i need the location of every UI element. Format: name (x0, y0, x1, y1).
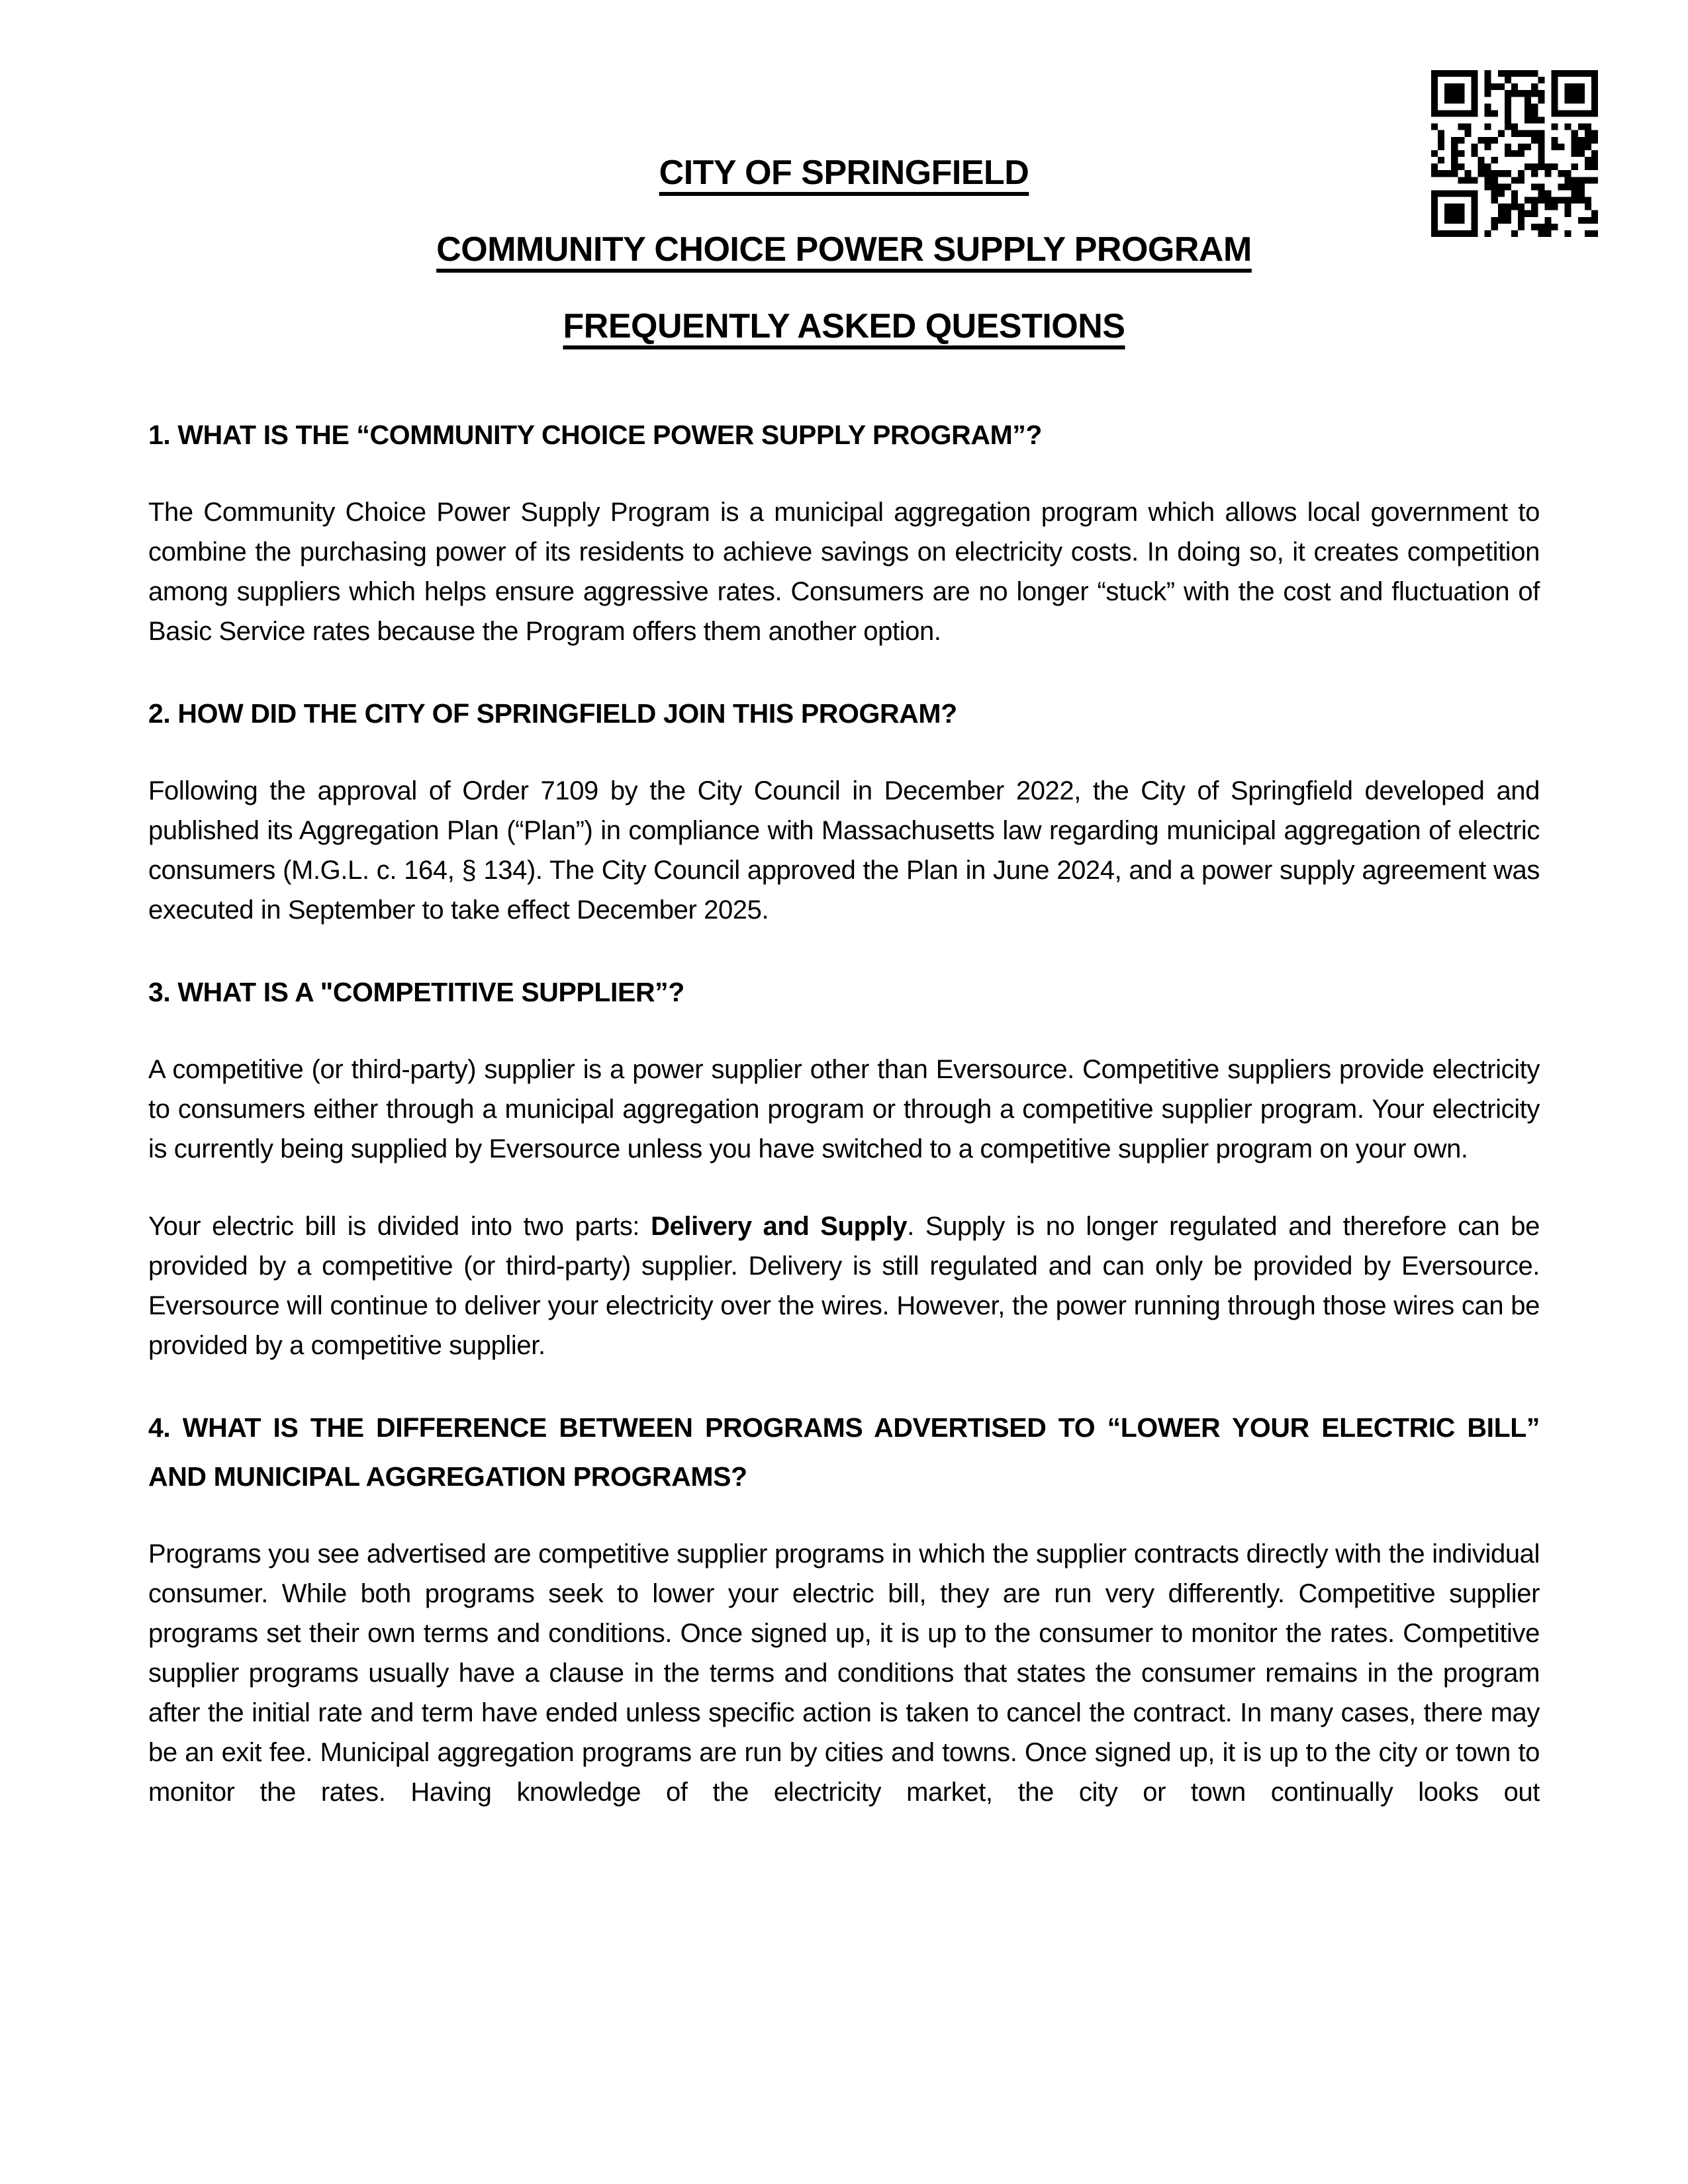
answer-paragraph: The Community Choice Power Supply Program is a municipal aggregation program which allows local government to combine the purchasing power of its residents to achieve savings on electricity costs. In doing so, it creates competition among suppliers which helps ensure aggressive rates. Consumers are no longer “stuck” with the cost and fluctuation of Basic Service rates because the Program offers them another option. (148, 498, 1540, 646)
question-heading: 3. WHAT IS A "COMPETITIVE SUPPLIER”? (148, 977, 684, 1007)
paragraph-bold-text: Delivery and Supply (651, 1212, 908, 1241)
qr-code (1431, 70, 1598, 237)
question-heading: 1. WHAT IS THE “COMMUNITY CHOICE POWER SUPPLY PROGRAM”? (148, 420, 1043, 450)
faq-section-3 (148, 968, 1540, 1365)
answer-paragraph: A competitive (or third-party) supplier is a power supplier other than Eversource. Competitive suppliers provide electricity to consumers either through a municipal aggregation program or through a competitive supplier program. Your electricity is currently being supplied by Eversource unless you have switched to a competitive supplier program on your own. (148, 1055, 1540, 1163)
faq-section-4 (148, 1403, 1540, 1812)
paragraph-lead-text: Your electric bill is divided into two parts: (148, 1212, 651, 1241)
answer-paragraph: Following the approval of Order 7109 by the City Council in December 2022, the City of Springfield developed and published its Aggregation Plan (“Plan”) in compliance with Massachusetts law regarding municipal aggregation of electric consumers (M.G.L. c. 164, § 134). The City Council approved the Plan in June 2024, and a power supply agreement was executed in September to take effect December 2025. (148, 776, 1540, 925)
title-line-city: CITY OF SPRINGFIELD (659, 154, 1029, 192)
question-heading: 4. WHAT IS THE DIFFERENCE BETWEEN PROGRAMS ADVERTISED TO “LOWER YOUR ELECTRIC BILL” AND MUNICIPAL AGGREGATION PROGRAMS? (148, 1412, 1540, 1492)
faq-section-2 (148, 689, 1540, 930)
question-heading: 2. HOW DID THE CITY OF SPRINGFIELD JOIN THIS PROGRAM? (148, 698, 957, 729)
paragraph-rest-text: . Supply is no longer regulated and therefore can be provided by a competitive (or third-party) supplier. Delivery is still regulated and can only be provided by Eversource. Eversource will continue to deliver your electricity over the wires. However, the power running through those wires can be provided by a competitive supplier. (148, 1212, 1540, 1360)
title-line-faq: FREQUENTLY ASKED QUESTIONS (563, 307, 1125, 345)
document-body (148, 410, 1540, 1812)
answer-paragraph: Programs you see advertised are competitive supplier programs in which the supplier contracts directly with the individual consumer. While both programs seek to lower your electric bill, they are run very differently. Competitive supplier programs set their own terms and conditions. Once signed up, it is up to the consumer to monitor the rates. Competitive supplier programs usually have a clause in the terms and conditions that states the consumer remains in the program after the initial rate and term have ended unless specific action is taken to cancel the contract. In many cases, there may be an exit fee. Municipal aggregation programs are run by cities and towns. Once signed up, it is up to the city or town to monitor the rates. Having knowledge of the electricity market, the city or town continually looks out (148, 1539, 1540, 1807)
answer-paragraph (148, 1206, 1540, 1365)
faq-section-1 (148, 410, 1540, 651)
title-line-program: COMMUNITY CHOICE POWER SUPPLY PROGRAM (436, 230, 1252, 269)
